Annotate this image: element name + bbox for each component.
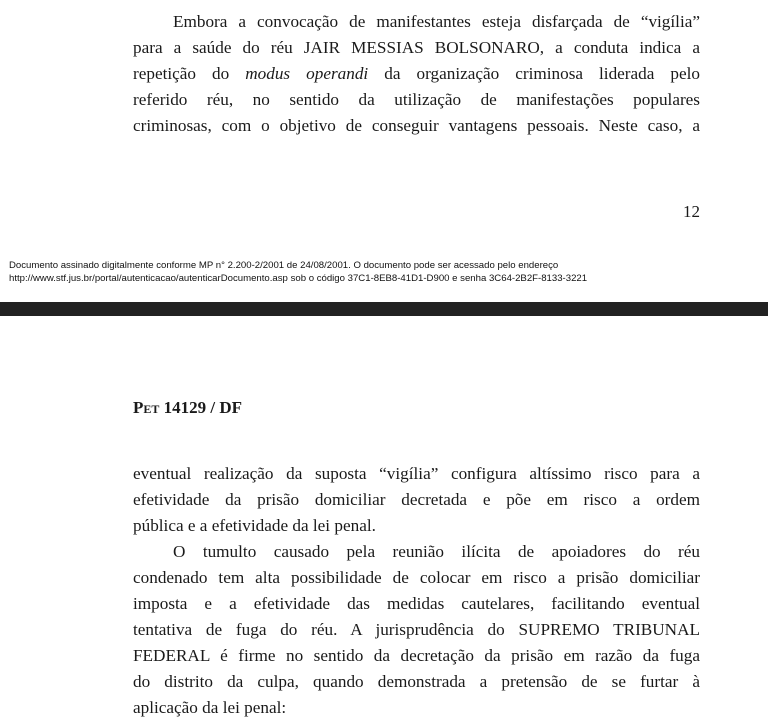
document-page-12 (0, 0, 768, 302)
text-line: efetividade da prisão domiciliar decretada e põe em risco a ordem (133, 490, 700, 509)
digital-signature-footer (9, 259, 587, 285)
text-line: aplicação da lei penal: (133, 698, 287, 717)
footer-line: http://www.stf.jus.br/portal/autenticacao/autenticarDocumento.asp sob o código 37C1-8EB8-41D1-D900 e senha 3C64-2B2F-8133-3221 (9, 273, 588, 284)
text-line-modus-operandi (133, 61, 700, 87)
footer-line: Documento assinado digitalmente conforme MP n° 2.200-2/2001 de 24/08/2001. O documento pode ser acessado pelo endereço (9, 260, 559, 271)
text-line: do distrito da culpa, quando demonstrada a pretensão de se furtar à (133, 672, 700, 691)
text-line: eventual realização da suposta “vigília” configura altíssimo risco para a (133, 464, 700, 483)
italic-term: modus operandi (245, 64, 369, 83)
text-line: imposta e a efetividade das medidas cautelares, facilitando eventual (133, 594, 700, 613)
text-fragment: da organização criminosa liderada pelo (384, 64, 701, 83)
text-line: para a saúde do réu JAIR MESSIAS BOLSONARO, a conduta indica a (133, 38, 700, 57)
text-line: referido réu, no sentido da utilização de manifestações populares (133, 90, 700, 109)
case-number: 14129 / DF (159, 398, 243, 417)
page-separator (0, 302, 768, 316)
paragraph-tumulto (133, 539, 700, 721)
document-page-13 (0, 316, 768, 727)
text-line: criminosas, com o objetivo de conseguir vantagens pessoais. Neste caso, a (133, 116, 700, 135)
text-line: Embora a convocação de manifestantes esteja disfarçada de “vigília” (173, 12, 700, 31)
text-line: O tumulto causado pela reunião ilícita de apoiadores do réu (173, 542, 700, 561)
text-line: FEDERAL é firme no sentido da decretação da prisão em razão da fuga (133, 646, 700, 665)
page-number: 12 (683, 202, 700, 221)
text-line: pública e a efetividade da lei penal. (133, 516, 376, 535)
case-header (133, 398, 242, 418)
case-type: Pet (133, 398, 160, 417)
text-line: condenado tem alta possibilidade de colocar em risco a prisão domiciliar (133, 568, 700, 587)
paragraph-continuation (133, 461, 700, 539)
text-fragment: repetição do (133, 64, 230, 83)
paragraph-vigilia (133, 9, 700, 139)
text-line: tentativa de fuga do réu. A jurisprudência do SUPREMO TRIBUNAL (133, 620, 700, 639)
